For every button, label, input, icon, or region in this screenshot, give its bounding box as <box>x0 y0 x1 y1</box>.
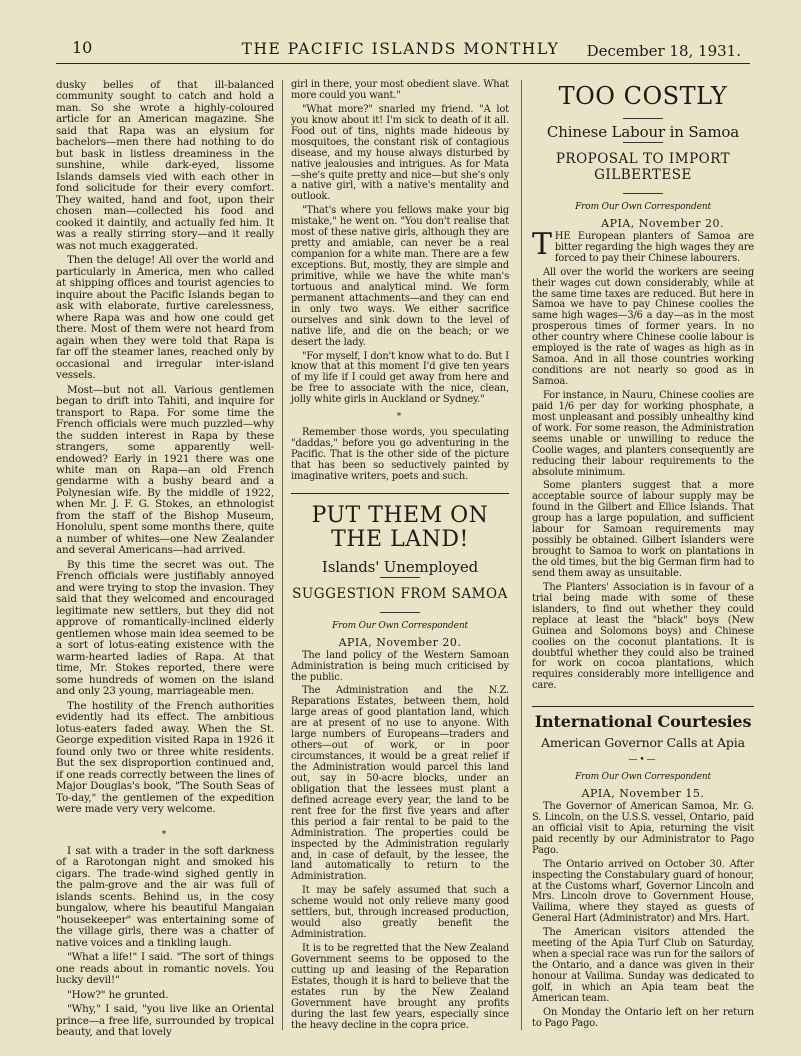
section-ornament: * <box>161 829 169 840</box>
divider-ornament: —•— <box>628 755 658 766</box>
section-ornament: * <box>396 412 404 423</box>
divider <box>623 193 663 194</box>
dateline: APIA, November 20. <box>601 216 724 230</box>
paragraph: For instance, in Nauru, Chinese coolies are paid 1/6 per day for working phosphate, a most unpleasant and possibly unhealthy kind of work. For some reason, the Administration seems unable or unwilling to reduce the Coolie wages, and planters consequently are reducing their labour requirements to the absolute minimum. <box>532 389 754 478</box>
paragraph: The hostility of the French authorities evidently had its effect. The ambitious lotus-eaters faded away. When the St. George expedition visited Rapa in 1926 it found only two or three white residents. But the sex disproportion continued and, if one reads correctly between the lines of Major Douglas's book, "The South Seas of To-day," the gentlemen of the expedition were made very very welcome. <box>56 699 274 816</box>
paragraph: The Ontario arrived on October 30. After inspecting the Constabulary guard of honour, at the Customs wharf, Governor Lincoln and Mrs. Lincoln drove to Government House, Vailima, where they stayed as guests of General Hart (Administrator) and Mrs. Hart. <box>532 858 754 925</box>
paragraph: The Planters' Association is in favour of a trial being made with some of these islanders, to find out whether they could replace at least the "black" boys (New Guinea and Solomons boys) and Chinese coolies on the coconut plantations. It is doubtful whether they could also be trained for work on cocoa plantations, which requires considerably more intelligence and care. <box>532 581 754 692</box>
article-rule <box>532 706 754 707</box>
column-1 <box>56 80 274 1042</box>
article-subhead: Chinese Labour in Samoa <box>546 123 740 141</box>
paragraph: "That's where you fellows make your big mistake," he went on. "You don't realise that most of these native girls, although they are pretty and amiable, can never be a real companion for a white man. There are a few exceptions. But, mostly, they are simple and primitive, while we have the white man's tortuous and analytical mind. We form permanent attachments—and they can end in only two ways. We either sacrifice ourselves and sink down to the level of native life, and die on the beach; or we desert the lady. <box>291 205 509 348</box>
paragraph: It is to be regretted that the New Zealand Government seems to be opposed to the cutting up and leasing of the Reparation Estates, though it is hard to believe that the estates run by the New Zealand Government have brought any profits during the last few years, especially since the heavy decline in the copra price. <box>291 943 509 1031</box>
paragraph: The American visitors attended the meeting of the Apia Turf Club on Saturday, when a special race was run for the sailors of the Ontario, and a dance was given in their honour at Vailima. Sunday was dedicated to golf, in which an Apia team beat the American team. <box>532 927 754 1004</box>
header-rule <box>56 63 750 64</box>
lead-text: HE European planters of Samoa are bitter regarding the high wages they are forced to pay their Chinese labourers. <box>554 230 754 264</box>
paragraph: "For myself, I don't know what to do. But I know that at this moment I'd give ten years of my life if I could get away from here and be free to associate with the nice, clean, jolly white girls in Auckland or Sydney." <box>291 350 509 406</box>
paragraph: Remember those words, you speculating "daddas," before you go adventuring in the Pacific. That is the other side of the picture that has been so seductively painted by imaginative writers, poets and such. <box>291 427 509 482</box>
paragraph: Most—but not all. Various gentlemen began to drift into Tahiti, and inquire for transport to Rapa. For some time the French officials were much puzzled—why the sudden interest in Rapa by these strangers, some apparently well-endowed? Early in 1921 there was one white man on Rapa—an old French gendarme with a bushy beard and a Polynesian wife. By the middle of 1922, when Mr. J. F. G. Stokes, an ethnologist from the staff of the Bishop Museum, Honolulu, spent some months there, quite a number of whites—one New Zealander and several Americans—had arrived. <box>56 383 274 557</box>
correspondent-line: From Our Own Correspondent <box>575 201 711 212</box>
column-divider-1 <box>282 80 283 1030</box>
lead-paragraph <box>532 226 754 265</box>
divider <box>623 118 663 119</box>
paragraph: "What more?" snarled my friend. "A lot you know about it! I'm sick to death of it all. Food out of tins, nights made hideous by mosquitoes, the constant risk of contagious disease, and my house always disturbed by native jealousies and intrigues. As for Mata—she's quite pretty and nice—but she's only a native girl, with a native's mentality and outlook. <box>291 103 509 203</box>
column-divider-2 <box>521 80 522 1030</box>
masthead-title: THE PACIFIC ISLANDS MONTHLY <box>241 40 560 58</box>
paragraph: Some planters suggest that a more acceptable source of labour supply may be found in the Gilbert and Ellice Islands. That group has a large population, and sufficient labour for Samoan requirements may possibly be obtained. Gilbert Islanders were brought to Samoa to work on plantations in the old times, but the big German firm had to send them away as unsuitable. <box>532 480 754 579</box>
page-number: 10 <box>72 38 93 57</box>
paragraph: girl in there, your most obedient slave. What more could you want." <box>291 79 509 101</box>
correspondent-line: From Our Own Correspondent <box>575 772 711 783</box>
paragraph: I sat with a trader in the soft darkness of a Rarotongan night and smoked his cigars. The trade-wind sighed gently in the palm-grove and the air was full of islands scents. Behind us, in the cosy bungalow, where his beautiful Mangaian "housekeeper" was entertaining some of the village girls, there was a chatter of native voices and a tinkling laugh. <box>56 845 274 949</box>
dateline: APIA, November 20. <box>338 635 462 649</box>
paragraph: The Governor of American Samoa, Mr. G. S. Lincoln, on the U.S.S. vessel, Ontario, paid an official visit to Apia, returning the visit paid recently by our Administrator to Pago Pago. <box>532 800 754 856</box>
paragraph: Then the deluge! All over the world and particularly in America, men who called at shipping offices and tourist agencies to inquire about the Pacific Islands began to ask with elaborate, furtive carelessness, where Rapa was and how one could get there. Most of them were not heard from again when they were told that Rapa is far off the steamer lanes, reached only by occasional and irregular inter-island vessels. <box>56 254 274 382</box>
article-subhead: American Governor Calls at Apia <box>541 735 745 751</box>
paragraph: All over the world the workers are seeing their wages cut down considerably, while at the same time taxes are reduced. But here in Samoa we have to pay Chinese coolies the same high wages—3/6 a day—as in the most prosperous times of former years. In no other country where Chinese coolie labour is employed is the rate of wages as high as in Samoa. And in all those countries working conditions are not nearly so good as in Samoa. <box>532 266 754 387</box>
article-headline: International Courtesies <box>534 712 752 732</box>
paragraph: It may be safely assumed that such a scheme would not only relieve many good settlers, but, through increased production, would also greatly benefit the Administration. <box>291 885 509 941</box>
divider <box>623 142 663 143</box>
divider <box>380 612 420 613</box>
article-rule <box>291 493 509 494</box>
article-subhead: Islands' Unemployed <box>321 557 479 576</box>
article-headline: PUT THEM ON THE LAND! <box>311 502 489 552</box>
paragraph: On Monday the Ontario left on her return to Pago Pago. <box>532 1006 754 1029</box>
paragraph: The land policy of the Western Samoan Administration is being much criticised by the public. <box>291 649 509 683</box>
article-subhead-caps: PROPOSAL TO IMPORT GILBERTESE <box>555 150 731 183</box>
column-2 <box>291 80 509 1035</box>
correspondent-line: From Our Own Correspondent <box>332 620 468 631</box>
issue-date: December 18, 1931. <box>586 42 741 60</box>
paragraph: The Administration and the N.Z. Reparations Estates, between them, hold large areas of good plantation land, which are at present of no use to anyone. With large numbers of Europeans—traders and others—out of work, or in poor circumstances, it would be a great relief if the Administration would parcel this land out, say in 50-acre blocks, under an obligation that the lessees must plant a defined acreage every year, the land to be rent free for the first five years and after this period a fair rental to be paid to the Administration. The properties could be inspected by the Administration regularly and, in case of default, by the lessee, the land automatically to return to the Administration. <box>291 685 509 883</box>
paragraph: "Why," I said, "you live like an Oriental prince—a free life, surrounded by tropical beauty, and that lovely <box>56 1003 274 1039</box>
article-subhead-caps: SUGGESTION FROM SAMOA <box>292 585 508 602</box>
paragraph: dusky belles of that ill-balanced community sought to catch and hold a man. So she wrote a highly-coloured article for an American magazine. She said that Rapa was an elysium for bachelors—men there had nothing to do but bask in listless dreaminess in the sunshine, while dark-eyed, lissome Islands damsels vied with each other in fond solicitude for their every comfort. They waited, hand and foot, upon their chosen man—collected his food and cooked it daintily, and actually fed him. It was a really stirring story—and it really was not much exaggerated. <box>56 79 274 252</box>
paragraph: "What a life!" I said. "The sort of things one reads about in romantic novels. You lucky devil!" <box>56 951 274 987</box>
paragraph: By this time the secret was out. The French officials were justifiably annoyed and were trying to stop the invasion. They said that they welcomed and encouraged legitimate new settlers, but they did not approve of romantically-inclined elderly gentlemen whose main idea seemed to be a sort of lotus-eating existence with the warm-hearted ladies of Rapa. At that time, Mr. Stokes reported, there were some hundreds of women on the island and only 23 young, marriageable men. <box>56 558 274 698</box>
page-header <box>0 0 801 70</box>
article-headline: TOO COSTLY <box>558 82 728 110</box>
paragraph: "How?" he grunted. <box>67 988 169 1001</box>
drop-cap: T <box>532 226 552 262</box>
dateline: APIA, November 15. <box>581 787 705 800</box>
column-3 <box>532 80 754 1033</box>
divider <box>380 577 420 578</box>
